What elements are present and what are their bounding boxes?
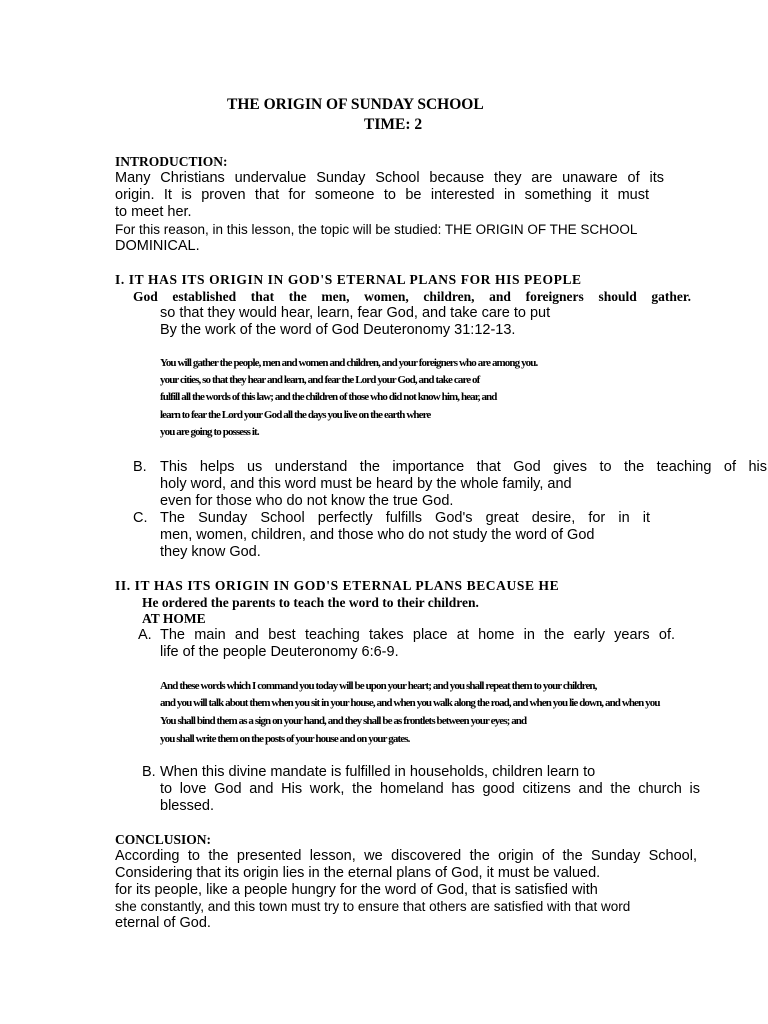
section-1-line: so that they would hear, learn, fear God, and take care to put (160, 305, 551, 321)
scripture-line: and you will talk about them when you sit in your house, and when you walk along the road, and when you lie down, and when you (160, 697, 660, 709)
list-item-line: The Sunday School perfectly fulfills God's great desire, for in it (160, 510, 650, 526)
scripture-line: And these words which I command you today will be upon your heart; and you shall repeat them to your children, (160, 680, 597, 692)
conclusion-line: According to the presented lesson, we discovered the origin of the Sunday School, (115, 848, 697, 864)
scripture-line: You will gather the people, men and women and children, and your foreigners who are among you. (160, 357, 538, 369)
conclusion-line: she constantly, and this town must try to ensure that others are satisfied with that word (115, 899, 631, 914)
list-item-line: When this divine mandate is fulfilled in households, children learn to (160, 764, 596, 780)
scripture-line: fulfill all the words of this law; and the children of those who did not know him, hear, and (160, 391, 497, 403)
introduction-line: origin. It is proven that for someone to be interested in something it must (115, 187, 649, 203)
section-1-line: By the work of the word of God Deuteronomy 31:12-13. (160, 322, 516, 338)
list-item-line: blessed. (160, 798, 215, 814)
introduction-line: For this reason, in this lesson, the topic will be studied: THE ORIGIN OF THE SCHOOL (115, 222, 638, 237)
introduction-line: Many Christians undervalue Sunday School because they are unaware of its (115, 170, 664, 186)
scripture-line: you are going to possess it. (160, 426, 259, 438)
section-1-lead: God established that the men, women, children, and foreigners should gather. (133, 289, 691, 304)
list-marker: B. (142, 764, 156, 780)
list-marker: C. (133, 510, 148, 526)
conclusion-heading: CONCLUSION: (115, 832, 212, 847)
list-item-line: The main and best teaching takes place at home in the early years of. (160, 627, 675, 643)
list-marker: B. (133, 459, 147, 475)
list-item-line: This helps us understand the importance that God gives to the teaching of his (160, 459, 767, 475)
document-title: THE ORIGIN OF SUNDAY SCHOOL (227, 96, 484, 113)
introduction-line: to meet her. (115, 204, 192, 220)
list-item-line: they know God. (160, 544, 261, 560)
list-item-line: even for those who do not know the true God. (160, 493, 454, 509)
section-2-subheading: AT HOME (142, 611, 206, 626)
section-2-lead: He ordered the parents to teach the word to their children. (142, 595, 479, 610)
conclusion-line: Considering that its origin lies in the eternal plans of God, it must be valued. (115, 865, 601, 881)
list-item-line: life of the people Deuteronomy 6:6-9. (160, 644, 399, 660)
list-marker: A. (138, 627, 152, 643)
introduction-line: DOMINICAL. (115, 238, 200, 254)
list-item-line: holy word, and this word must be heard by the whole family, and (160, 476, 572, 492)
scripture-line: your cities, so that they hear and learn, and fear the Lord your God, and take care of (160, 374, 480, 386)
section-2-heading: II. IT HAS ITS ORIGIN IN GOD'S ETERNAL PLANS BECAUSE HE (115, 578, 560, 593)
scripture-line: you shall write them on the posts of your house and on your gates. (160, 733, 410, 745)
document-subtitle: TIME: 2 (364, 116, 423, 133)
list-item-line: to love God and His work, the homeland has good citizens and the church is (160, 781, 700, 797)
conclusion-line: eternal of God. (115, 915, 211, 931)
introduction-heading: INTRODUCTION: (115, 154, 228, 169)
scripture-line: You shall bind them as a sign on your hand, and they shall be as frontlets between your eyes; and (160, 715, 527, 727)
scripture-line: learn to fear the Lord your God all the days you live on the earth where (160, 409, 431, 421)
conclusion-line: for its people, like a people hungry for the word of God, that is satisfied with (115, 882, 598, 898)
list-item-line: men, women, children, and those who do not study the word of God (160, 527, 595, 543)
section-1-heading: I. IT HAS ITS ORIGIN IN GOD'S ETERNAL PLANS FOR HIS PEOPLE (115, 272, 582, 287)
